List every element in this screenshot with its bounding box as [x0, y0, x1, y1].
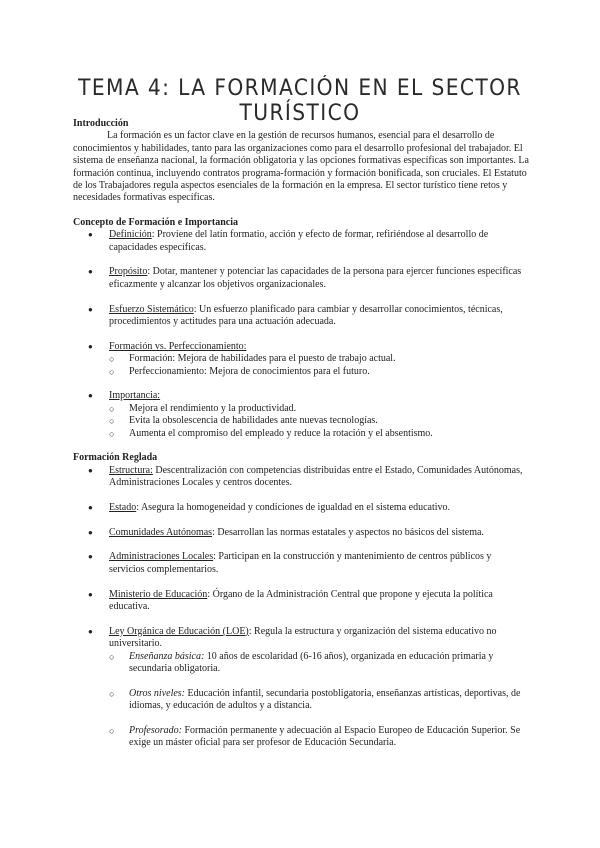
subtext: Formación permanente y adecuación al Espacio Europeo de Educación Superior. Se exige un máster oficial para ser profesor de Educación Secundaria. — [129, 724, 521, 749]
term-loe: Ley Orgánica de Educación (LOE) — [109, 625, 249, 637]
concepto-list — [73, 229, 529, 440]
list-item-loe — [73, 626, 529, 750]
term-proposito: Propósito — [109, 266, 148, 278]
list-item-formacion-vs — [73, 341, 529, 378]
list-item-importancia — [73, 390, 529, 440]
text-estructura: Descentralización con competencias distribuidas entre el Estado, Comunidades Autónomas, Administraciones Locales y centros docentes. — [109, 464, 523, 488]
list-item-proposito — [73, 266, 529, 291]
term-formacion-vs: Formación vs. Perfeccionamiento: — [109, 340, 247, 352]
sublist-item — [109, 651, 529, 676]
intro-paragraph: La formación es un factor clave en la gestión de recursos humanos, esencial para el desarrollo de conocimientos y habilidades, tanto para las organizaciones como para el desarrollo profesional del trabajador. El sistema de enseñanza nacional, la formación obligatoria y las opciones formativas específicas son importantes. La formación continua, incluyendo contratos programa-formación y formación bonificada, son cruciales. El Estatuto de los Trabajadores regula aspectos esenciales de la formación en la empresa. El sector turístico tiene retos y necesidades formativas específicas. — [73, 130, 529, 204]
text-definicion: : Proviene del latín formatio, acción y efecto de formar, refiriéndose al desarrollo de capacidades específicas. — [109, 229, 489, 253]
term-importancia: Importancia: — [109, 390, 161, 402]
formacion-vs-sublist — [109, 353, 529, 378]
term-definicion: Definición — [109, 229, 152, 241]
importancia-sublist — [109, 403, 529, 440]
term-administraciones: Administraciones Locales — [109, 551, 214, 563]
concepto-heading: Concepto de Formación e Importancia — [73, 216, 238, 228]
subterm: Otros niveles: — [129, 687, 186, 699]
sublist-item: ○ Evita la obsolescencia de habilidades ante nuevas tecnologías. — [109, 415, 529, 427]
sublist-item — [109, 688, 529, 713]
list-item-estado — [73, 502, 529, 514]
text-esfuerzo: : Un esfuerzo planificado para cambiar y desarrollar conocimientos, técnicas, procedimientos y actitudes para una actuación adecuada. — [109, 303, 503, 328]
list-item-comunidades — [73, 527, 529, 539]
term-estructura: Estructura: — [109, 464, 153, 476]
reglada-heading: Formación Reglada — [73, 452, 158, 464]
sublist-item: ○ Mejora el rendimiento y la productividad. — [109, 403, 529, 415]
document-title: TEMA 4: LA FORMACIÓN EN EL SECTOR TURÍSTICO — [78, 76, 522, 126]
term-comunidades: Comunidades Autónomas — [109, 526, 213, 538]
sublist-item: ○ Perfeccionamiento: Mejora de conocimientos para el futuro. — [109, 366, 529, 378]
text-ministerio: : Órgano de la Administración Central que propone y ejecuta la política educativa. — [109, 588, 493, 612]
sublist-item — [109, 725, 529, 750]
subterm: Profesorado: — [129, 724, 182, 736]
list-item-administraciones — [73, 551, 529, 576]
list-item-definicion — [73, 229, 529, 254]
text-loe: : Regula la estructura y organización del sistema educativo no universitario. — [109, 625, 497, 650]
text-administraciones: : Participan en la construcción y mantenimiento de centros públicos y servicios complementarios. — [109, 551, 492, 575]
sublist-item: ○ Formación: Mejora de habilidades para el puesto de trabajo actual. — [109, 353, 529, 365]
document-content — [73, 118, 529, 750]
subterm: Enseñanza básica: — [129, 650, 205, 662]
text-estado: : Asegura la homogeneidad y condiciones de igualdad en el sistema educativo. — [136, 501, 451, 513]
text-comunidades: : Desarrollan las normas estatales y aspectos no básicos del sistema. — [212, 526, 484, 538]
loe-sublist — [109, 651, 529, 750]
subtext: 10 años de escolaridad (6-16 años), organizada en educación primaria y secundaria obligatoria. — [129, 650, 494, 674]
term-ministerio: Ministerio de Educación — [109, 588, 208, 600]
list-item-esfuerzo — [73, 304, 529, 329]
term-estado: Estado — [109, 501, 137, 513]
subtext: Educación infantil, secundaria postobligatoria, enseñanzas artísticas, deportivas, de idiomas, y educación de adultos y a distancia. — [129, 687, 521, 712]
list-item-ministerio — [73, 589, 529, 614]
intro-heading: Introducción — [73, 118, 129, 129]
sublist-item: ○ Aumenta el compromiso del empleado y reduce la rotación y el absentismo. — [109, 428, 529, 440]
text-proposito: : Dotar, mantener y potenciar las capacidades de la persona para ejercer funciones específicas eficazmente y alcanzar los objetivos organizacionales. — [109, 266, 522, 290]
reglada-list — [73, 465, 529, 750]
list-item-estructura — [73, 465, 529, 490]
term-esfuerzo: Esfuerzo Sistemático — [109, 303, 194, 315]
